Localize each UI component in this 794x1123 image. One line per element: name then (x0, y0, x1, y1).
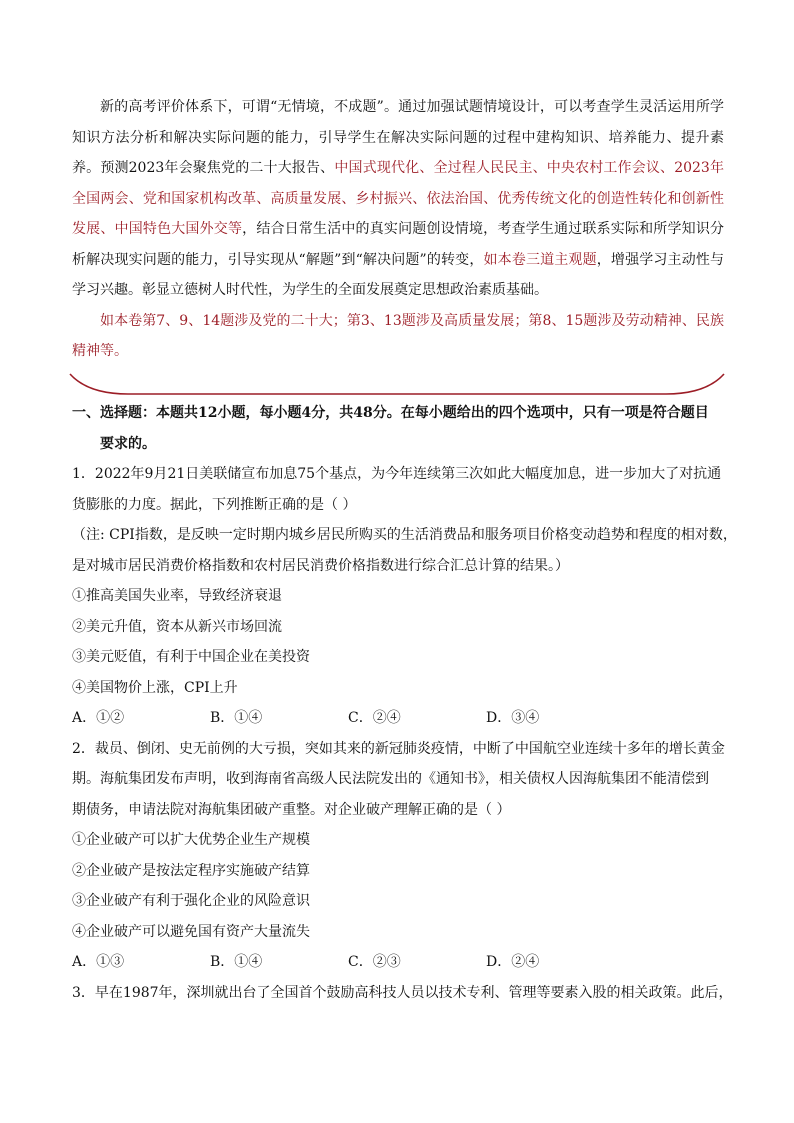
q2-stem-line-1: 2．裁员、倒闭、史无前例的大亏损，突如其来的新冠肺炎疫情，中断了中国航空业连续十多年的增长黄金 (72, 740, 725, 757)
q1-option-c[interactable]: C．②④ (348, 710, 401, 726)
questions-block (72, 398, 737, 1008)
q2-option-c[interactable]: C．②③ (348, 954, 401, 970)
q1-note-line-2: 是对城市居民消费价格指数和农村居民消费价格指数进行综合汇总计算的结果。） (72, 557, 569, 574)
intro-seg-1: 中国式现代化、全过程人民民主、中央农村工作会议、2023年全国两会、党和国家机构改革、高质量发展、乡村振兴、依法治国、优秀传统文化的创造性转化和创新性发展、中国特色大国外交等 (72, 160, 724, 237)
intro-seg-3: 如本卷三道主观题 (483, 251, 597, 268)
q2-item-3: ③企业破产有利于强化企业的风险意识 (72, 893, 310, 909)
q2-item-4: ④企业破产可以避免国有资产大量流失 (72, 923, 310, 940)
q2-option-b[interactable]: B．①④ (210, 954, 263, 970)
q3-stem-line-1: 3．早在1987年，深圳就出台了全国首个鼓励高科技人员以技术专利、管理等要素入股的相关政策。此后， (72, 984, 733, 1001)
intro-block (72, 92, 724, 367)
q1-option-d[interactable]: D．③④ (486, 710, 540, 726)
q2-stem-line-2: 期。海航集团发布声明，收到海南省高级人民法院发出的《通知书》，相关债权人因海航集团不能清偿到 (72, 771, 709, 787)
q1-note-line-1: （注: CPI指数，是反映一定时期内城乡居民所购买的生活消费品和服务项目价格变动趋势和程度的相对数， (72, 527, 737, 543)
q2-stem-line-3: 期债务，申请法院对海航集团破产重整。对企业破产理解正确的是（ ） (72, 801, 511, 818)
q1-stem-line-2: 货膨胀的力度。据此，下列推断正确的是（ ） (72, 496, 357, 513)
q1-stem-line-1: 1．2022年9月21日美联储宣布加息75个基点，为今年连续第三次如此大幅度加息，进一步加大了对抗通 (72, 466, 722, 482)
intro-paragraph-1 (72, 92, 724, 306)
q2-option-d[interactable]: D．②④ (486, 954, 540, 970)
q1-options (72, 703, 724, 734)
q1-item-1: ①推高美国失业率，导致经济衰退 (72, 588, 282, 604)
q2-option-a[interactable]: A．①③ (72, 954, 125, 970)
intro-seg-0: 新的高考评价体系下，可谓“无情境，不成题”。通过加强试题情境设计，可以考查学生灵活运用所学知识方法分析和解决实际问题的能力，引导学生在解决实际问题的过程中建构知识、培养能力、提升素养。预测2023年会聚焦党的二十大报告、 (72, 99, 724, 176)
q2-item-2: ②企业破产是按法定程序实施破产结算 (72, 862, 310, 879)
q1-option-b[interactable]: B．①④ (210, 710, 263, 726)
intro-paragraph-2: 如本卷第7、9、14题涉及党的二十大；第3、13题涉及高质量发展；第8、15题涉及劳动精神、民族精神等。 (72, 312, 724, 359)
q1-item-2: ②美元升值，资本从新兴市场回流 (72, 618, 282, 635)
section-heading-cont: 要求的。 (100, 435, 156, 452)
section-heading: 一、选择题：本题共12小题，每小题4分，共48分。在每小题给出的四个选项中，只有一项是符合题目 (72, 405, 709, 421)
intro-seg-2: ，结合日常生活中的真实问题创设情境，考查学生通过联系实际和所学知识分析解决现实问题的能力，引导实现从“解题”到“解决问题”的转变， (72, 221, 725, 268)
q1-option-a[interactable]: A．①② (72, 710, 125, 726)
q1-item-4: ④美国物价上涨，CPI上升 (72, 679, 238, 696)
q1-item-3: ③美元贬值，有利于中国企业在美投资 (72, 649, 310, 665)
intro-seg-4: ，增强学习主动性与学习兴趣。彰显立德树人时代性，为学生的全面发展奠定思想政治素质基础。 (72, 251, 725, 298)
q2-item-1: ①企业破产可以扩大优势企业生产规模 (72, 832, 310, 848)
q2-options (72, 947, 724, 978)
